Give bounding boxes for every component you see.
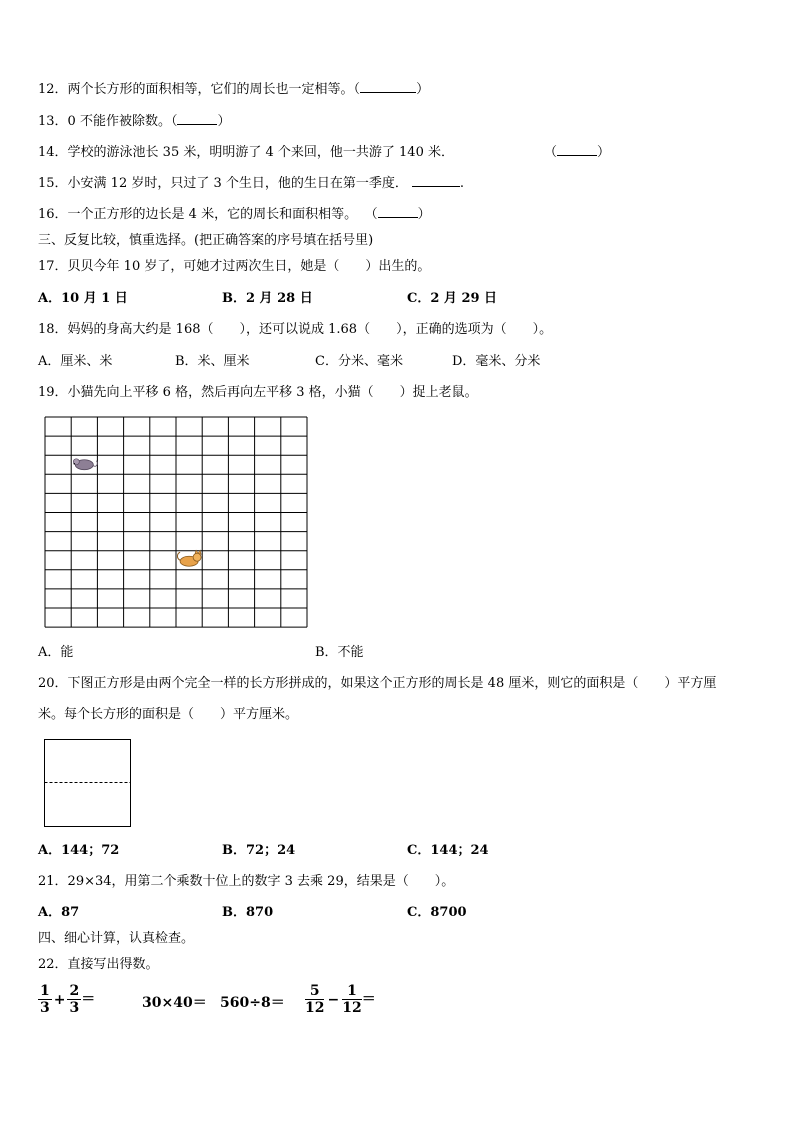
calc-divide: 560÷8＝: [220, 995, 285, 1011]
square-diagram: [44, 739, 132, 828]
question-text: 小安满 12 岁时，只过了 3 个生日，他的生日在第一季度．: [67, 176, 408, 191]
question-19: 19．小猫先向上平移 6 格，然后再向左平移 3 格，小猫（ ）捉上老鼠。: [38, 385, 478, 400]
question-22: 22．直接写出得数。: [38, 957, 159, 972]
question-20-line-1: 20．下图正方形是由两个完全一样的长方形拼成的，如果这个正方形的周长是 48 厘米，则它的面积是（ ）平方厘: [38, 676, 717, 691]
answer-blank[interactable]: [557, 155, 597, 156]
question-number: 16．: [38, 207, 68, 222]
option-a[interactable]: A．10 月 1 日: [38, 291, 128, 306]
question-18: 18．妈妈的身高大约是 168（ ），还可以说成 1.68（ ），正确的选项为（ ）。: [38, 322, 553, 337]
fraction: $\frac{1}{3}$: [40, 983, 50, 1016]
answer-blank[interactable]: [360, 92, 416, 93]
option-a[interactable]: A．144；72: [38, 843, 120, 858]
question-number: 13．: [38, 114, 68, 129]
question-text: 两个长方形的面积相等，它们的周长也一定相等。（: [67, 82, 361, 97]
option-c[interactable]: C．144；24: [407, 843, 489, 858]
question-number: 12．: [38, 82, 68, 97]
calc-fraction-diff: $\frac{5}{12}$ − $\frac{1}{12}$ ＝: [305, 983, 376, 1016]
question-16: 16．一个正方形的边长是 4 米，它的周长和面积相等。 （ ）: [38, 207, 431, 222]
option-b[interactable]: B．米、厘米: [175, 354, 250, 369]
fraction: $\frac{1}{12}$: [342, 983, 362, 1016]
section-heading-3: 三、反复比较，慎重选择。(把正确答案的序号填在括号里): [38, 233, 374, 248]
option-a[interactable]: A．能: [38, 645, 74, 660]
answer-blank[interactable]: [177, 124, 217, 125]
answer-blank[interactable]: [412, 186, 460, 187]
option-b[interactable]: B．72；24: [222, 843, 296, 858]
option-a[interactable]: A．厘米、米: [38, 354, 113, 369]
fraction: $\frac{5}{12}$: [305, 983, 325, 1016]
question-17: 17．贝贝今年 10 岁了，可她才过两次生日，她是（ ）出生的。: [38, 259, 431, 274]
question-13: 13．0 不能作被除数。（ ）: [38, 114, 231, 129]
question-20-line-2: 米。每个长方形的面积是（ ）平方厘米。: [38, 707, 299, 722]
answer-blank[interactable]: [378, 217, 418, 218]
calc-fraction-sum: $\frac{1}{3}$ + $\frac{2}{3}$ ＝: [40, 983, 96, 1016]
question-21: 21．29×34，用第二个乘数十位上的数字 3 去乘 29，结果是（ ）。: [38, 874, 455, 889]
cat-icon: [177, 550, 201, 566]
option-c[interactable]: C．分米、毫米: [315, 354, 403, 369]
fraction: $\frac{2}{3}$: [69, 983, 80, 1016]
option-b[interactable]: B．不能: [315, 645, 364, 660]
question-14: [38, 145, 454, 161]
calc-multiply: 30×40＝: [142, 995, 207, 1011]
mouse-icon: [73, 459, 97, 470]
section-heading-4: 四、细心计算，认真检查。: [38, 931, 195, 946]
option-c[interactable]: C．8700: [407, 905, 467, 920]
question-12: 12．两个长方形的面积相等，它们的周长也一定相等。（ ）: [38, 82, 430, 97]
question-text: 学校的游泳池长 35 米，明明游了 4 个来回，他一共游了 140 米．: [67, 145, 454, 160]
question-14-answer: （ ）: [544, 145, 611, 160]
movement-grid: [44, 416, 310, 628]
option-c[interactable]: C．2 月 29 日: [407, 291, 498, 306]
option-d[interactable]: D．毫米、分米: [452, 354, 541, 369]
question-number: 15．: [38, 176, 68, 191]
option-b[interactable]: B．2 月 28 日: [222, 291, 313, 306]
question-number: 14．: [38, 145, 68, 160]
question-text: 0 不能作被除数。（: [67, 114, 178, 129]
question-text: 一个正方形的边长是 4 米，它的周长和面积相等。: [67, 207, 358, 222]
question-15: 15．小安满 12 岁时，只过了 3 个生日，他的生日在第一季度． .: [38, 176, 465, 191]
option-a[interactable]: A．87: [38, 905, 80, 920]
option-b[interactable]: B．870: [222, 905, 274, 920]
